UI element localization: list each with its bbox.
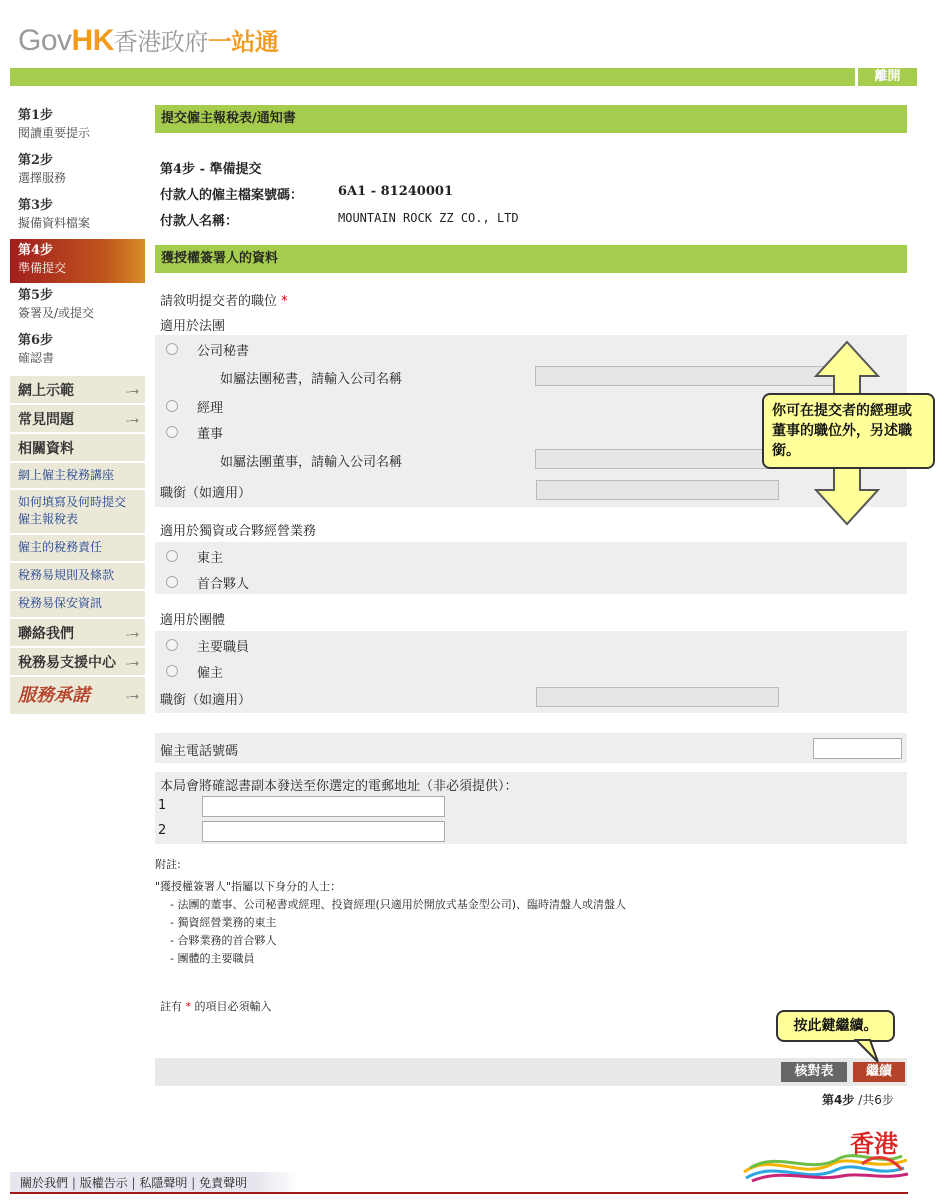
corp-title-label: 職銜（如適用） (160, 486, 252, 501)
step-6 (10, 329, 145, 373)
position-prompt (160, 290, 288, 309)
footer-disclaimer-link[interactable]: 免責聲明 (199, 1176, 248, 1190)
nav-label: 服務承諾 (18, 685, 90, 706)
step-counter-current: 第4步 (822, 1093, 855, 1107)
step-title: 第6步 (18, 333, 54, 348)
nav-how-to-file[interactable] (10, 490, 145, 534)
step-title: 第1步 (18, 108, 54, 123)
arrow-right-icon: -→ (125, 690, 139, 703)
email-row-number: 2 (158, 823, 167, 838)
step-4-active (10, 239, 145, 283)
payer-name-value: MOUNTAIN ROCK ZZ CO., LTD (338, 211, 519, 225)
secretary-company-input[interactable] (535, 366, 835, 386)
step-title: 第5步 (18, 288, 54, 303)
govhk-logo[interactable] (18, 24, 278, 58)
email-input-2[interactable] (202, 821, 445, 842)
step-subtitle: 閱讀重要提示 (18, 126, 91, 140)
nav-label: 稅務易規則及條款 (18, 568, 115, 582)
option-label: 經理 (197, 401, 224, 416)
callout-pointer-icon (852, 1038, 882, 1064)
option-label: 首合夥人 (197, 577, 250, 592)
continue-tip-callout: 按此鍵繼續。 (776, 1010, 895, 1042)
required-mark: * (281, 294, 288, 309)
nav-label: 相關資料 (18, 441, 74, 457)
step-1 (10, 104, 145, 148)
nav-label: 如何填寫及何時提交僱主報稅表 (18, 495, 127, 526)
footer-divider (10, 1192, 908, 1194)
step-title: 第2步 (18, 153, 54, 168)
brand-hk-text: 香港 (850, 1130, 898, 1158)
body-title-input[interactable] (536, 687, 779, 707)
email-row-number: 1 (158, 798, 167, 813)
required-note-prefix: 註有 (160, 1000, 182, 1013)
arrow-right-icon: -→ (125, 628, 139, 641)
step-subtitle: 準備提交 (18, 261, 67, 275)
step-title: 第3步 (18, 198, 54, 213)
header-bar (10, 68, 917, 86)
radio-director[interactable] (166, 426, 178, 438)
phone-row (155, 733, 907, 763)
secretary-company-label: 如屬法團秘書，請輸入公司名稱 (220, 372, 403, 387)
required-note (160, 998, 272, 1014)
nav-contact-us[interactable] (10, 619, 145, 647)
leave-button[interactable]: 離開 (855, 68, 917, 86)
step-counter (822, 1091, 894, 1108)
option-label: 東主 (197, 551, 224, 566)
section-title-submit: 提交僱主報稅表/通知書 (155, 105, 907, 133)
phone-label: 僱主電話號碼 (160, 744, 239, 759)
sole-options-panel (155, 542, 907, 594)
email-prompt: 本局會將確認書副本發送至你選定的電郵地址（非必須提供）： (160, 779, 518, 794)
corp-title-input[interactable] (536, 480, 779, 500)
notes-intro: "獲授權簽署人"指屬以下身分的人士： (155, 880, 342, 893)
file-number-label: 付款人的僱主檔案號碼： (160, 188, 304, 203)
step-subtitle: 選擇服務 (18, 171, 67, 185)
body-heading: 適用於團體 (160, 613, 226, 628)
arrow-right-icon: -→ (125, 414, 139, 427)
continue-button[interactable]: 繼續 (853, 1062, 905, 1082)
nav-etax-terms[interactable] (10, 563, 145, 590)
nav-label: 網上示範 (18, 383, 74, 399)
nav-employer-tax-duty[interactable] (10, 535, 145, 562)
notes-item: - 團體的主要職員 (170, 952, 255, 965)
nav-label: 稅務易保安資訊 (18, 596, 103, 610)
nav-employer-tax-seminar[interactable] (10, 463, 145, 489)
nav-label: 常見問題 (18, 412, 74, 428)
position-tip-callout: 你可在提交者的經理或董事的職位外，另述職銜。 (762, 393, 935, 469)
nav-label: 稅務易支援中心 (18, 655, 116, 671)
option-label: 董事 (197, 427, 224, 442)
position-prompt-text: 請敘明提交者的職位 (160, 294, 278, 309)
director-company-label: 如屬法團董事，請輸入公司名稱 (220, 455, 403, 470)
nav-online-demo[interactable] (10, 376, 145, 404)
notes-item: - 獨資經營業務的東主 (170, 916, 277, 929)
footer-links: 關於我們 | 版權告示 | 私隱聲明 | 免責聲明 (10, 1172, 300, 1194)
step-indicator: 第4步 - 準備提交 (160, 162, 262, 177)
step-3 (10, 194, 145, 238)
body-title-label: 職銜（如適用） (160, 693, 252, 708)
logo-hk: HK (71, 24, 114, 57)
required-note-suffix: 的項目必須輸入 (194, 1000, 272, 1013)
arrow-right-icon: -→ (125, 657, 139, 670)
step-2 (10, 149, 145, 193)
nav-label: 聯絡我們 (18, 626, 74, 642)
radio-principal-officer[interactable] (166, 639, 178, 651)
option-label: 公司秘書 (197, 344, 250, 359)
nav-faq[interactable] (10, 405, 145, 433)
logo-zh-onestop: 一站通 (207, 28, 279, 56)
section-title-signatory: 獲授權簽署人的資料 (155, 245, 907, 273)
logo-gov: Gov (18, 24, 72, 57)
required-mark: * (185, 1000, 191, 1013)
file-number-value: 6A1 - 81240001 (338, 184, 453, 199)
nav-performance-pledge[interactable] (10, 677, 145, 715)
option-label: 主要職員 (197, 640, 250, 655)
sole-heading: 適用於獨資或合夥經營業務 (160, 524, 317, 539)
radio-proprietor[interactable] (166, 550, 178, 562)
step-subtitle: 簽署及/或提交 (18, 306, 95, 320)
nav-support-centre[interactable] (10, 648, 145, 676)
nav-label: 網上僱主稅務講座 (18, 468, 115, 482)
logo-zh-government: 香港政府 (113, 28, 208, 56)
step-5 (10, 284, 145, 328)
nav-label: 僱主的稅務責任 (18, 540, 103, 554)
phone-input[interactable] (813, 738, 902, 759)
nav-related-heading (10, 434, 145, 462)
step-subtitle: 確認書 (18, 351, 55, 365)
brand-hk-dragon-icon (742, 1150, 912, 1184)
footer-about-link[interactable]: 關於我們 (20, 1176, 69, 1190)
corp-heading: 適用於法團 (160, 319, 226, 334)
body-options-panel (155, 631, 907, 713)
footer-copyright-link[interactable]: 版權告示 (79, 1176, 128, 1190)
notes-item: - 法團的董事、公司秘書或經理、投資經理(只適用於開放式基金型公司)、臨時清盤人或清盤人 (170, 898, 627, 911)
option-label: 僱主 (197, 666, 224, 681)
notes-item: - 合夥業務的首合夥人 (170, 934, 277, 947)
arrow-right-icon: -→ (125, 385, 139, 398)
nav-etax-security[interactable] (10, 591, 145, 618)
step-counter-total: /共6步 (858, 1093, 894, 1107)
email-input-1[interactable] (202, 796, 445, 817)
step-title: 第4步 (18, 243, 54, 258)
checklist-button[interactable]: 核對表 (781, 1062, 847, 1082)
radio-company-secretary[interactable] (166, 343, 178, 355)
radio-manager[interactable] (166, 400, 178, 412)
radio-precedent-partner[interactable] (166, 576, 178, 588)
notes-heading: 附註: (155, 858, 181, 871)
radio-employer[interactable] (166, 665, 178, 677)
step-subtitle: 擬備資料檔案 (18, 216, 91, 230)
payer-name-label: 付款人名稱： (160, 214, 239, 229)
footer-privacy-link[interactable]: 私隱聲明 (139, 1176, 188, 1190)
